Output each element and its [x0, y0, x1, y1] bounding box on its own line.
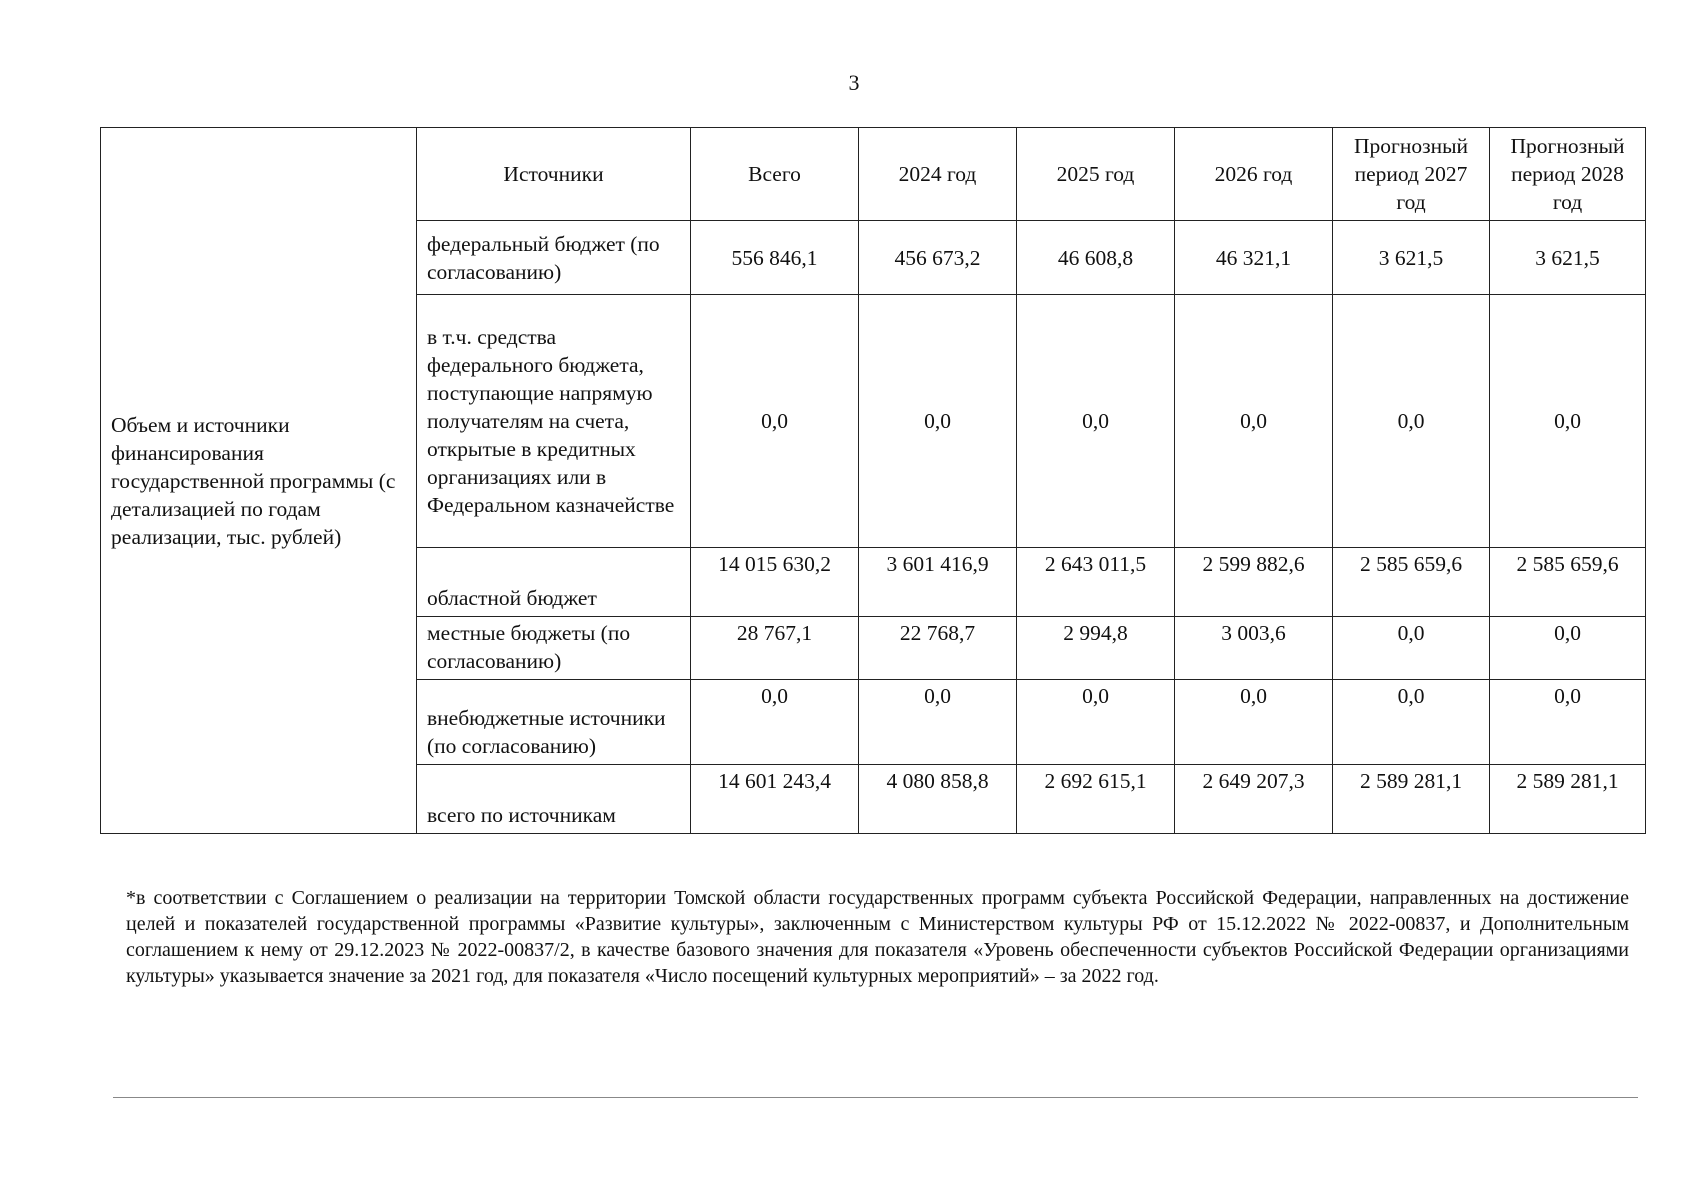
header-row [101, 128, 1646, 221]
value-cell: 28 767,1 [691, 617, 859, 680]
value-cell: 4 080 858,8 [859, 765, 1017, 834]
page-number: 3 [848, 70, 860, 95]
value-cell: 0,0 [859, 295, 1017, 548]
header-sources: Источники [417, 128, 691, 221]
value-cell: 2 599 882,6 [1175, 548, 1333, 617]
value-cell: 0,0 [1490, 617, 1646, 680]
source-cell: областной бюджет [417, 548, 691, 617]
header-2027: Прогнозный период 2027 год [1333, 128, 1490, 221]
value-cell: 0,0 [1017, 680, 1175, 765]
value-cell: 14 015 630,2 [691, 548, 859, 617]
value-cell: 0,0 [1333, 617, 1490, 680]
value-cell: 3 621,5 [1333, 221, 1490, 295]
value-cell: 2 692 615,1 [1017, 765, 1175, 834]
value-cell: 46 321,1 [1175, 221, 1333, 295]
value-cell: 3 003,6 [1175, 617, 1333, 680]
page-divider [113, 1097, 1638, 1098]
value-cell: 14 601 243,4 [691, 765, 859, 834]
value-cell: 0,0 [691, 680, 859, 765]
source-cell: местные бюджеты (по согласованию) [417, 617, 691, 680]
value-cell: 0,0 [1017, 295, 1175, 548]
header-2028: Прогнозный период 2028 год [1490, 128, 1646, 221]
value-cell: 0,0 [691, 295, 859, 548]
source-cell: федеральный бюджет (по согласованию) [417, 221, 691, 295]
header-2024: 2024 год [859, 128, 1017, 221]
value-cell: 2 589 281,1 [1333, 765, 1490, 834]
value-cell: 0,0 [1333, 680, 1490, 765]
footnote: *в соответствии с Соглашением о реализации на территории Томской области государственных программ субъекта Российской Федерации, направленных на достижение целей и показателей государственной программы «Развитие культуры», заключенным с Министерством культуры РФ от 15.12.2022 № 2022-00837, и Дополнительным соглашением к нему от 29.12.2023 № 2022-00837/2, в качестве базового значения для показателя «Уровень обеспеченности субъектов Российской Федерации организациями культуры» указывается значение за 2021 год, для показателя «Число посещений культурных мероприятий» – за 2022 год. [126, 887, 1629, 987]
financing-table [100, 127, 1646, 834]
value-cell: 556 846,1 [691, 221, 859, 295]
value-cell: 2 585 659,6 [1333, 548, 1490, 617]
value-cell: 3 601 416,9 [859, 548, 1017, 617]
source-cell: всего по источникам [417, 765, 691, 834]
value-cell: 46 608,8 [1017, 221, 1175, 295]
value-cell: 2 649 207,3 [1175, 765, 1333, 834]
value-cell: 0,0 [859, 680, 1017, 765]
value-cell: 0,0 [1175, 295, 1333, 548]
row-label-cell [101, 128, 417, 834]
value-cell: 3 621,5 [1490, 221, 1646, 295]
value-cell: 0,0 [1490, 295, 1646, 548]
value-cell: 2 643 011,5 [1017, 548, 1175, 617]
value-cell: 2 994,8 [1017, 617, 1175, 680]
header-2025: 2025 год [1017, 128, 1175, 221]
source-cell: внебюджетные источники (по согласованию) [417, 680, 691, 765]
value-cell: 0,0 [1175, 680, 1333, 765]
header-2026: 2026 год [1175, 128, 1333, 221]
value-cell: 0,0 [1490, 680, 1646, 765]
value-cell: 22 768,7 [859, 617, 1017, 680]
value-cell: 2 585 659,6 [1490, 548, 1646, 617]
value-cell: 456 673,2 [859, 221, 1017, 295]
value-cell: 2 589 281,1 [1490, 765, 1646, 834]
row-label: Объем и источники финансирования государственной программы (с детализацией по годам реализации, тыс. рублей) [111, 412, 396, 549]
header-total: Всего [691, 128, 859, 221]
source-cell: в т.ч. средства федерального бюджета, поступающие напрямую получателям на счета, открытые в кредитных организациях или в Федеральном казначействе [417, 295, 691, 548]
value-cell: 0,0 [1333, 295, 1490, 548]
